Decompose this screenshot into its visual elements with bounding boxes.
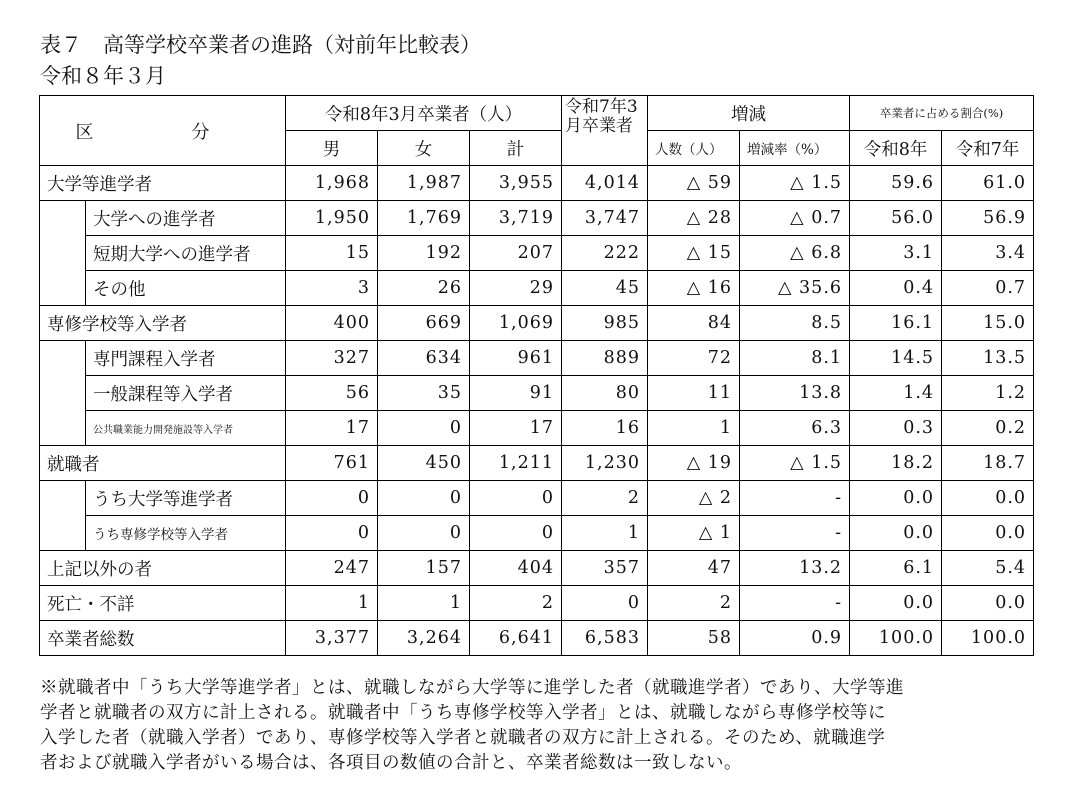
cell-change-rate: -: [740, 516, 850, 551]
cell-female: 157: [378, 551, 470, 586]
cell-change-rate: 6.3: [740, 411, 850, 446]
cell-total: 404: [470, 551, 562, 586]
header-row-1: [40, 96, 1034, 131]
cell-share-r8: 100.0: [850, 621, 942, 656]
cell-prev-year: 357: [562, 551, 648, 586]
cell-prev-year: 80: [562, 376, 648, 411]
cell-prev-year: 0: [562, 586, 648, 621]
header-change-people: 人数（人）: [648, 131, 740, 166]
footnote-line: ※就職者中「うち大学等進学者」とは、就職しながら大学等に進学した者（就職進学者）であり、大学等進: [40, 678, 904, 698]
cell-change-rate: -: [740, 586, 850, 621]
cell-change-people: △ 1: [648, 516, 740, 551]
cell-prev-year: 6,583: [562, 621, 648, 656]
row-label: うち大学等進学者: [86, 481, 286, 516]
cell-female: 0: [378, 516, 470, 551]
cell-share-r7: 100.0: [942, 621, 1034, 656]
cell-total: 0: [470, 481, 562, 516]
cell-female: 450: [378, 446, 470, 481]
cell-male: 400: [286, 306, 378, 341]
cell-male: 3,377: [286, 621, 378, 656]
footnote-line: 入学した者（就職入学者）であり、専修学校等入学者と就職者の双方に計上される。そのため、就職進学: [40, 728, 886, 748]
cell-share-r8: 0.4: [850, 271, 942, 306]
cell-female: 1,769: [378, 201, 470, 236]
cell-female: 3,264: [378, 621, 470, 656]
cell-change-people: △ 28: [648, 201, 740, 236]
cell-change-people: 2: [648, 586, 740, 621]
cell-share-r7: 56.9: [942, 201, 1034, 236]
cell-female: 35: [378, 376, 470, 411]
table-row: [40, 411, 1034, 446]
indent-spacer: [40, 376, 86, 411]
header-kubun: 区 分: [40, 96, 286, 166]
cell-prev-year: 1: [562, 516, 648, 551]
cell-male: 1,968: [286, 166, 378, 201]
row-label: 専門課程入学者: [86, 341, 286, 376]
table-row: [40, 236, 1034, 271]
cell-total: 17: [470, 411, 562, 446]
cell-share-r8: 0.3: [850, 411, 942, 446]
row-label: 上記以外の者: [40, 551, 286, 586]
cell-total: 961: [470, 341, 562, 376]
cell-change-people: 11: [648, 376, 740, 411]
career-table: [39, 95, 1034, 656]
cell-male: 0: [286, 516, 378, 551]
row-label: 死亡・不詳: [40, 586, 286, 621]
cell-total: 29: [470, 271, 562, 306]
cell-female: 669: [378, 306, 470, 341]
row-label: 専修学校等入学者: [40, 306, 286, 341]
cell-prev-year: 2: [562, 481, 648, 516]
cell-change-people: 84: [648, 306, 740, 341]
cell-change-rate: △ 35.6: [740, 271, 850, 306]
table-row: [40, 446, 1034, 481]
cell-male: 247: [286, 551, 378, 586]
cell-change-rate: △ 1.5: [740, 446, 850, 481]
cell-female: 26: [378, 271, 470, 306]
table-body: [40, 166, 1034, 656]
cell-change-rate: 8.5: [740, 306, 850, 341]
cell-share-r7: 0.2: [942, 411, 1034, 446]
cell-change-people: 72: [648, 341, 740, 376]
cell-change-rate: △ 0.7: [740, 201, 850, 236]
cell-male: 761: [286, 446, 378, 481]
cell-male: 15: [286, 236, 378, 271]
cell-share-r8: 0.0: [850, 516, 942, 551]
indent-spacer: [40, 271, 86, 306]
cell-total: 207: [470, 236, 562, 271]
cell-prev-year: 3,747: [562, 201, 648, 236]
table-row: [40, 271, 1034, 306]
cell-share-r7: 15.0: [942, 306, 1034, 341]
footnote-line: 者および就職入学者がいる場合は、各項目の数値の合計と、卒業者総数は一致しない。: [40, 753, 742, 773]
cell-change-people: 47: [648, 551, 740, 586]
cell-change-people: △ 15: [648, 236, 740, 271]
table-row: [40, 341, 1034, 376]
cell-change-rate: -: [740, 481, 850, 516]
footnote: [40, 676, 1040, 776]
row-label: うち専修学校等入学者: [86, 516, 286, 551]
indent-spacer: [40, 341, 86, 376]
row-label: 卒業者総数: [40, 621, 286, 656]
cell-male: 17: [286, 411, 378, 446]
table-row: [40, 306, 1034, 341]
cell-share-r7: 0.0: [942, 586, 1034, 621]
row-label: 大学等進学者: [40, 166, 286, 201]
cell-share-r8: 0.0: [850, 586, 942, 621]
cell-share-r7: 5.4: [942, 551, 1034, 586]
cell-share-r8: 6.1: [850, 551, 942, 586]
row-label: 公共職業能力開発施設等入学者: [86, 411, 286, 446]
cell-male: 1: [286, 586, 378, 621]
cell-total: 2: [470, 586, 562, 621]
header-graduates-group: 令和8年3月卒業者（人）: [286, 96, 562, 131]
cell-female: 1: [378, 586, 470, 621]
header-change: 増減: [648, 96, 850, 131]
cell-change-rate: △ 6.8: [740, 236, 850, 271]
cell-prev-year: 889: [562, 341, 648, 376]
cell-share-r8: 3.1: [850, 236, 942, 271]
indent-spacer: [40, 236, 86, 271]
header-share-r8: 令和8年: [850, 131, 942, 166]
cell-share-r7: 61.0: [942, 166, 1034, 201]
cell-share-r8: 0.0: [850, 481, 942, 516]
cell-share-r8: 18.2: [850, 446, 942, 481]
cell-male: 56: [286, 376, 378, 411]
cell-total: 3,955: [470, 166, 562, 201]
cell-share-r8: 56.0: [850, 201, 942, 236]
row-label: 一般課程等入学者: [86, 376, 286, 411]
cell-prev-year: 4,014: [562, 166, 648, 201]
header-male: 男: [286, 131, 378, 166]
cell-total: 1,069: [470, 306, 562, 341]
row-label: その他: [86, 271, 286, 306]
cell-total: 6,641: [470, 621, 562, 656]
cell-change-people: △ 2: [648, 481, 740, 516]
header-share: 卒業者に占める割合(%): [850, 96, 1034, 131]
footnote-line: 学者と就職者の双方に計上される。就職者中「うち専修学校等入学者」とは、就職しながら専修学校等に: [40, 703, 886, 723]
cell-male: 1,950: [286, 201, 378, 236]
table-row: [40, 376, 1034, 411]
cell-share-r7: 0.7: [942, 271, 1034, 306]
cell-change-rate: 0.9: [740, 621, 850, 656]
cell-share-r7: 0.0: [942, 516, 1034, 551]
cell-change-people: 1: [648, 411, 740, 446]
cell-share-r8: 1.4: [850, 376, 942, 411]
cell-female: 1,987: [378, 166, 470, 201]
cell-prev-year: 222: [562, 236, 648, 271]
cell-prev-year: 1,230: [562, 446, 648, 481]
table-row: [40, 551, 1034, 586]
cell-female: 634: [378, 341, 470, 376]
row-label: 短期大学への進学者: [86, 236, 286, 271]
cell-total: 1,211: [470, 446, 562, 481]
cell-female: 0: [378, 411, 470, 446]
row-label: 大学への進学者: [86, 201, 286, 236]
table-row: [40, 481, 1034, 516]
table-subtitle: 令和８年３月: [40, 64, 166, 88]
cell-prev-year: 985: [562, 306, 648, 341]
cell-share-r7: 3.4: [942, 236, 1034, 271]
table-row: [40, 166, 1034, 201]
table-row: [40, 621, 1034, 656]
cell-share-r7: 1.2: [942, 376, 1034, 411]
cell-change-people: △ 19: [648, 446, 740, 481]
cell-change-rate: 8.1: [740, 341, 850, 376]
cell-share-r7: 13.5: [942, 341, 1034, 376]
cell-female: 192: [378, 236, 470, 271]
cell-prev-year: 45: [562, 271, 648, 306]
cell-female: 0: [378, 481, 470, 516]
cell-change-rate: △ 1.5: [740, 166, 850, 201]
cell-change-people: 58: [648, 621, 740, 656]
header-female: 女: [378, 131, 470, 166]
table-title: 表７ 高等学校卒業者の進路（対前年比較表）: [40, 33, 481, 57]
indent-spacer: [40, 201, 86, 236]
table-row: [40, 586, 1034, 621]
cell-total: 3,719: [470, 201, 562, 236]
header-change-rate: 増減率（%）: [740, 131, 850, 166]
row-label: 就職者: [40, 446, 286, 481]
cell-change-people: △ 59: [648, 166, 740, 201]
header-total: 計: [470, 131, 562, 166]
cell-share-r8: 14.5: [850, 341, 942, 376]
cell-change-rate: 13.8: [740, 376, 850, 411]
cell-male: 327: [286, 341, 378, 376]
cell-share-r8: 16.1: [850, 306, 942, 341]
cell-male: 0: [286, 481, 378, 516]
header-share-r7: 令和7年: [942, 131, 1034, 166]
indent-spacer: [40, 516, 86, 551]
header-prev-year: 令和7年3月卒業者: [562, 96, 648, 166]
table-row: [40, 516, 1034, 551]
cell-male: 3: [286, 271, 378, 306]
cell-share-r7: 18.7: [942, 446, 1034, 481]
cell-total: 0: [470, 516, 562, 551]
cell-prev-year: 16: [562, 411, 648, 446]
indent-spacer: [40, 411, 86, 446]
cell-share-r7: 0.0: [942, 481, 1034, 516]
cell-change-rate: 13.2: [740, 551, 850, 586]
table-row: [40, 201, 1034, 236]
cell-total: 91: [470, 376, 562, 411]
cell-change-people: △ 16: [648, 271, 740, 306]
indent-spacer: [40, 481, 86, 516]
cell-share-r8: 59.6: [850, 166, 942, 201]
